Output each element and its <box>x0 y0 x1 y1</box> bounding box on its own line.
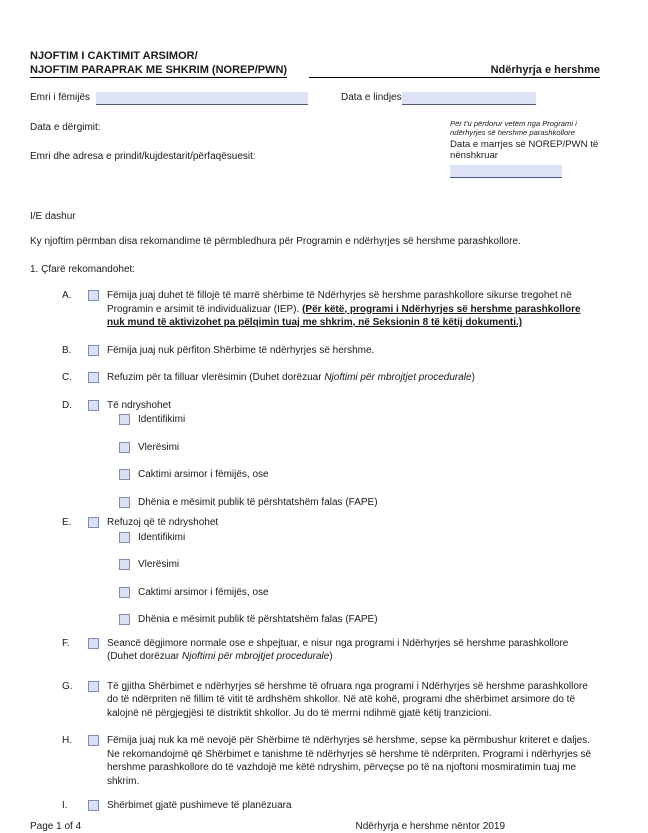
checkbox-d-sub-3[interactable] <box>119 497 130 508</box>
checkbox-d-sub-1[interactable] <box>119 442 130 453</box>
item-i-text: Shërbimet gjatë pushimeve të planëzuara <box>107 799 600 813</box>
checkbox-d[interactable] <box>88 400 99 411</box>
sub-item <box>107 413 600 427</box>
send-date-label: Data e dërgimit: <box>30 121 600 135</box>
item-letter: I. <box>62 799 88 813</box>
section-1-heading: 1. Çfarë rekomandohet: <box>30 263 600 277</box>
list-item-f <box>30 637 600 664</box>
checkbox-e-sub-1[interactable] <box>119 559 130 570</box>
footer-document-version: Ndërhyrja e hershme nëntor 2019 <box>355 820 505 833</box>
parent-name-address-label: Emri dhe adresa e prindit/kujdestarit/përfaqësuesit: <box>30 150 600 164</box>
checkbox-e-sub-0[interactable] <box>119 532 130 543</box>
norep-receipt-date-label: Data e marrjes së NOREP/PWN të nënshkruar <box>450 139 612 162</box>
item-a-text-bold-underline: (Për këtë, programi i Ndërhyrjes së hershme parashkollore nuk mund të aktivizohet pa pëlqimin tuaj me shkrim, në Seksionin 8 të këtij dokumenti.) <box>107 304 581 329</box>
item-f-text-post: ) <box>329 651 332 662</box>
sub-item <box>107 441 600 455</box>
item-letter: H. <box>62 734 88 788</box>
item-h-text: Fëmija juaj nuk ka më nevojë për Shërbime të ndërhyrjes së hershme, sepse ka përmbushur kriteret e daljes. Ne rekomandojmë që Shërbimet e tanishme të ndërhyrjes së hershme të ndërpriten. Programi i ndërhyrjes së hershme parashkollore do të vazhdojë me këtë ndryshim, përveçse po të na njoftoni mosmiratimin tuaj me shkrim. <box>107 734 600 788</box>
item-g-text: Të gjitha Shërbimet e ndërhyrjes së hershme të ofruara nga programi i Ndërhyrjes së hershme parashkollore do të ndërpriten në fillim të vitit të ardhshëm shkollor. Në atë kohë, programi dhe shërbimet arsimore do të kalojnë në përgjegjësi të distriktit shkollor. Ju do të merrni ndihmë gjatë këtij tranzicioni. <box>107 680 600 721</box>
item-f-text-pre: Seancë dëgjimore normale ose e shpejtuar, e nisur nga programi i Ndërhyrjes së hershme parashkollore (Duhet dorëzuar <box>107 638 568 663</box>
name-birthdate-row <box>30 91 600 105</box>
checkbox-i[interactable] <box>88 800 99 811</box>
item-e-content <box>107 516 600 627</box>
sub-item <box>107 531 600 545</box>
item-f-text-italic: Njoftimi për mbrojtjet procedurale <box>182 651 329 662</box>
list-item-e <box>30 516 600 627</box>
checkbox-h[interactable] <box>88 735 99 746</box>
item-letter: B. <box>62 344 88 358</box>
document-title-line1: NJOFTIM I CAKTIMIT ARSIMOR/ <box>30 50 600 63</box>
sub-item-label: Dhënia e mësimit publik të përshtatshëm falas (FAPE) <box>138 496 378 510</box>
child-name-label: Emri i fëmijës <box>30 91 90 105</box>
document-title-line2: NJOFTIM PARAPRAK ME SHKRIM (NOREP/PWN) <box>30 63 287 78</box>
checkbox-e-sub-2[interactable] <box>119 587 130 598</box>
greeting-text: I/E dashur <box>30 210 600 224</box>
list-item-g <box>30 680 600 721</box>
item-c-text-post: ) <box>472 372 475 383</box>
sub-item <box>107 613 600 627</box>
page-footer <box>30 820 600 833</box>
list-item-d <box>30 399 600 510</box>
item-c-text <box>107 371 600 385</box>
item-c-text-italic: Njoftimi për mbrojtjet procedurale <box>324 372 471 383</box>
item-letter: F. <box>62 637 88 664</box>
item-letter: E. <box>62 516 88 627</box>
sub-item <box>107 496 600 510</box>
child-name-field[interactable] <box>96 92 308 105</box>
checkbox-g[interactable] <box>88 681 99 692</box>
checkbox-d-sub-0[interactable] <box>119 414 130 425</box>
office-use-box <box>450 119 612 178</box>
checkbox-d-sub-2[interactable] <box>119 469 130 480</box>
recommendation-list <box>30 289 600 813</box>
sub-item-label: Caktimi arsimor i fëmijës, ose <box>138 586 269 600</box>
list-item-h <box>30 734 600 788</box>
list-item-a <box>30 289 600 330</box>
program-name-label: Ndërhyrja e hershme <box>487 63 600 78</box>
sub-item-label: Identifikimi <box>138 413 185 427</box>
list-item-b <box>30 344 600 358</box>
item-a-text-normal: Fëmija juaj duhet të fillojë të marrë shërbime të Ndërhyrjes së hershme parashkollore sikurse tregohet në Programin e arsimit të individualizuar (IEP). <box>107 290 572 315</box>
norep-receipt-date-field[interactable] <box>450 165 562 178</box>
item-e-label: Refuzoj që të ndryshohet <box>107 517 218 528</box>
sub-item <box>107 558 600 572</box>
birth-date-label: Data e lindjes <box>341 91 402 105</box>
item-letter: D. <box>62 399 88 510</box>
sub-item-label: Dhënia e mësimit publik të përshtatshëm falas (FAPE) <box>138 613 378 627</box>
checkbox-a[interactable] <box>88 290 99 301</box>
item-d-content <box>107 399 600 510</box>
document-title-row <box>30 63 600 78</box>
dates-and-parent-block <box>30 121 600 197</box>
title-blank-line <box>309 64 486 78</box>
checkbox-e-sub-3[interactable] <box>119 614 130 625</box>
item-c-text-pre: Refuzim për ta filluar vlerësimin (Duhet dorëzuar <box>107 372 324 383</box>
office-use-note-line2: ndërhyrjes së hershme parashkollore <box>450 128 612 138</box>
checkbox-c[interactable] <box>88 372 99 383</box>
item-d-label: Të ndryshohet <box>107 400 171 411</box>
item-letter: G. <box>62 680 88 721</box>
intro-paragraph: Ky njoftim përmban disa rekomandime të përmbledhura për Programin e ndërhyrjes së hershme parashkollore. <box>30 235 600 249</box>
item-letter: C. <box>62 371 88 385</box>
office-use-note-line1: Për t'u përdorur vetëm nga Programi i <box>450 119 612 129</box>
page-number: Page 1 of 4 <box>30 820 81 833</box>
item-b-text: Fëmija juaj nuk përfiton Shërbime të ndërhyrjes së hershme. <box>107 344 600 358</box>
sub-item <box>107 586 600 600</box>
sub-item-label: Identifikimi <box>138 531 185 545</box>
list-item-i <box>30 799 600 813</box>
birth-date-field[interactable] <box>402 92 536 105</box>
checkbox-f[interactable] <box>88 638 99 649</box>
sub-item <box>107 468 600 482</box>
sub-item-label: Vlerësimi <box>138 558 179 572</box>
sub-item-label: Caktimi arsimor i fëmijës, ose <box>138 468 269 482</box>
item-a-text <box>107 289 600 330</box>
item-f-text <box>107 637 600 664</box>
sub-item-label: Vlerësimi <box>138 441 179 455</box>
item-letter: A. <box>62 289 88 330</box>
checkbox-e[interactable] <box>88 517 99 528</box>
list-item-c <box>30 371 600 385</box>
checkbox-b[interactable] <box>88 345 99 356</box>
